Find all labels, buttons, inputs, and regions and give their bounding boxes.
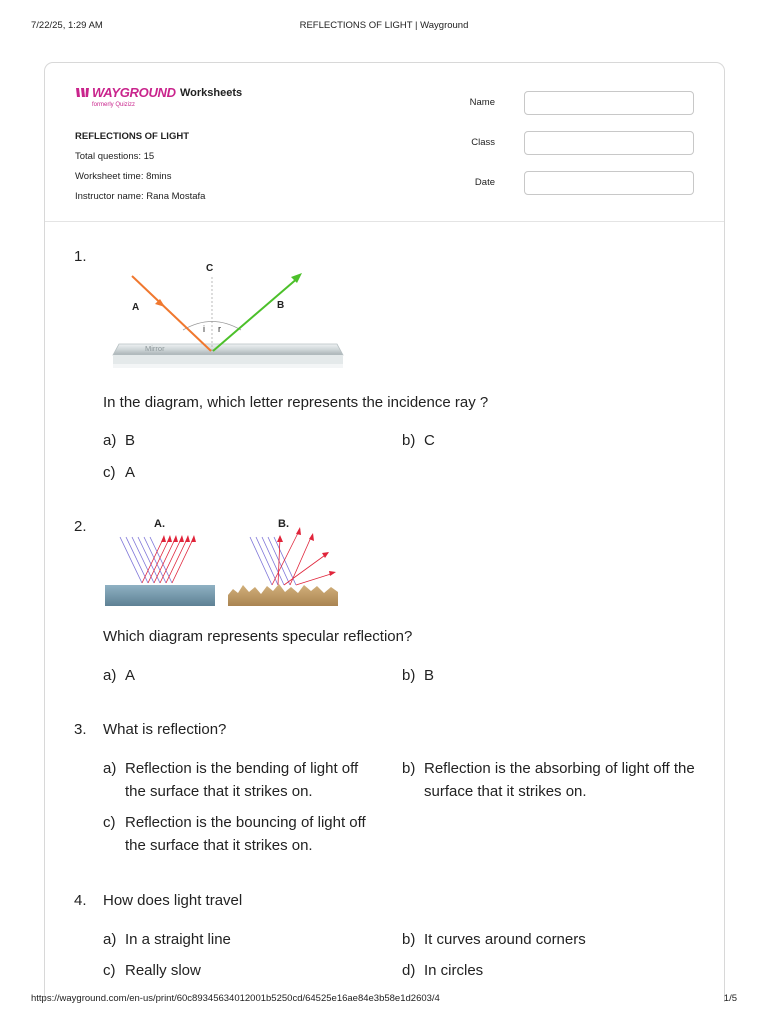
product-name: Worksheets	[180, 87, 243, 99]
worksheet-time: Worksheet time: 8mins	[75, 171, 172, 182]
date-label: Date	[474, 177, 495, 188]
name-field	[469, 91, 695, 115]
option-text: A	[125, 667, 136, 684]
print-page-number: 1/5	[723, 993, 737, 1004]
smooth-surface	[105, 585, 215, 606]
question-1-reflection-diagram	[105, 255, 345, 380]
angle-i-label: i	[203, 324, 205, 334]
ray-b-reflected	[213, 277, 299, 351]
wayground-wordmark	[75, 85, 176, 100]
option-text: Reflection is the bending of light off the surface that it strikes on.	[125, 760, 359, 800]
question-4-number: 4.	[74, 892, 87, 909]
option-letter: a)	[103, 931, 117, 948]
question-2-option-a[interactable]	[103, 664, 383, 687]
question-3-option-c[interactable]	[103, 811, 383, 857]
question-4-option-b[interactable]	[402, 928, 682, 951]
option-text: In circles	[424, 962, 484, 979]
option-letter: a)	[103, 760, 117, 777]
question-4-option-d[interactable]	[402, 959, 682, 982]
specular-arrowheads	[161, 535, 196, 542]
option-text: B	[424, 667, 435, 684]
question-1-option-a[interactable]	[103, 429, 383, 452]
print-datetime: 7/22/25, 1:29 AM	[31, 20, 103, 31]
brand-name: WAYGROUND	[92, 85, 176, 100]
option-text: Really slow	[125, 962, 201, 979]
question-2-number: 2.	[74, 518, 87, 535]
diagram-a-label: A.	[154, 518, 165, 530]
question-1-number: 1.	[74, 248, 87, 265]
option-letter: a)	[103, 432, 117, 449]
date-input[interactable]	[524, 171, 694, 195]
question-2-option-b[interactable]	[402, 664, 682, 687]
question-1-option-c[interactable]	[103, 461, 383, 484]
normal-label: C	[206, 263, 214, 274]
question-4-option-a[interactable]	[103, 928, 383, 951]
worksheet-info	[75, 127, 205, 207]
question-2-reflection-types-diagram	[102, 515, 344, 610]
question-2-text: Which diagram represents specular reflection?	[103, 628, 413, 645]
name-label: Name	[469, 97, 495, 108]
print-page-title: REFLECTIONS OF LIGHT | Wayground	[299, 20, 469, 31]
question-1-option-b[interactable]	[402, 429, 682, 452]
option-letter: a)	[103, 667, 117, 684]
diagram-b-label: B.	[278, 518, 289, 530]
diffuse-incident-rays	[250, 537, 296, 585]
mirror-label: Mirror	[145, 344, 165, 353]
specular-reflected-rays	[142, 537, 194, 583]
question-1-text: In the diagram, which letter represents the incidence ray ?	[103, 394, 489, 411]
angle-r-label: r	[218, 324, 221, 334]
specular-incident-rays	[120, 537, 172, 583]
header-divider	[45, 221, 724, 222]
ray-b-label: B	[277, 300, 285, 311]
option-text: Reflection is the bouncing of light off the surface that it strikes on.	[125, 814, 366, 854]
option-text: In a straight line	[125, 931, 231, 948]
option-letter: b)	[402, 760, 416, 777]
print-url: https://wayground.com/en-us/print/60c89345634012001b5250cd/64525e16ae84e3b58e1d2603/4	[31, 993, 440, 1004]
class-input[interactable]	[524, 131, 694, 155]
print-header	[0, 20, 768, 34]
brand-formerly: formerly Quizizz	[92, 102, 136, 108]
rough-surface	[228, 584, 338, 606]
option-letter: c)	[103, 962, 116, 979]
option-text: It curves around corners	[424, 931, 586, 948]
total-questions: Total questions: 15	[75, 151, 155, 162]
option-text: A	[125, 464, 136, 481]
print-footer	[0, 993, 768, 1007]
ray-a-label: A	[132, 302, 140, 313]
question-3-option-a[interactable]	[103, 757, 383, 803]
instructor-name: Instructor name: Rana Mostafa	[75, 191, 206, 202]
option-letter: b)	[402, 667, 416, 684]
worksheet-title: REFLECTIONS OF LIGHT	[75, 131, 189, 142]
option-text: Reflection is the absorbing of light off the surface that it strikes on.	[424, 760, 695, 800]
option-letter: c)	[103, 814, 116, 831]
class-field	[471, 131, 695, 155]
date-field	[475, 171, 695, 195]
name-input[interactable]	[524, 91, 694, 115]
option-text: B	[125, 432, 136, 449]
question-4-text: How does light travel	[103, 892, 243, 909]
question-3-option-b[interactable]	[402, 757, 700, 803]
option-letter: c)	[103, 464, 116, 481]
class-label: Class	[471, 137, 495, 148]
option-letter: b)	[402, 432, 416, 449]
question-4-option-c[interactable]	[103, 959, 383, 982]
question-3-text: What is reflection?	[103, 721, 227, 738]
wayground-logo-icon	[75, 87, 90, 98]
ray-a-incident	[132, 276, 211, 351]
question-3-number: 3.	[74, 721, 87, 738]
option-letter: b)	[402, 931, 416, 948]
option-text: C	[424, 432, 435, 449]
option-letter: d)	[402, 962, 416, 979]
